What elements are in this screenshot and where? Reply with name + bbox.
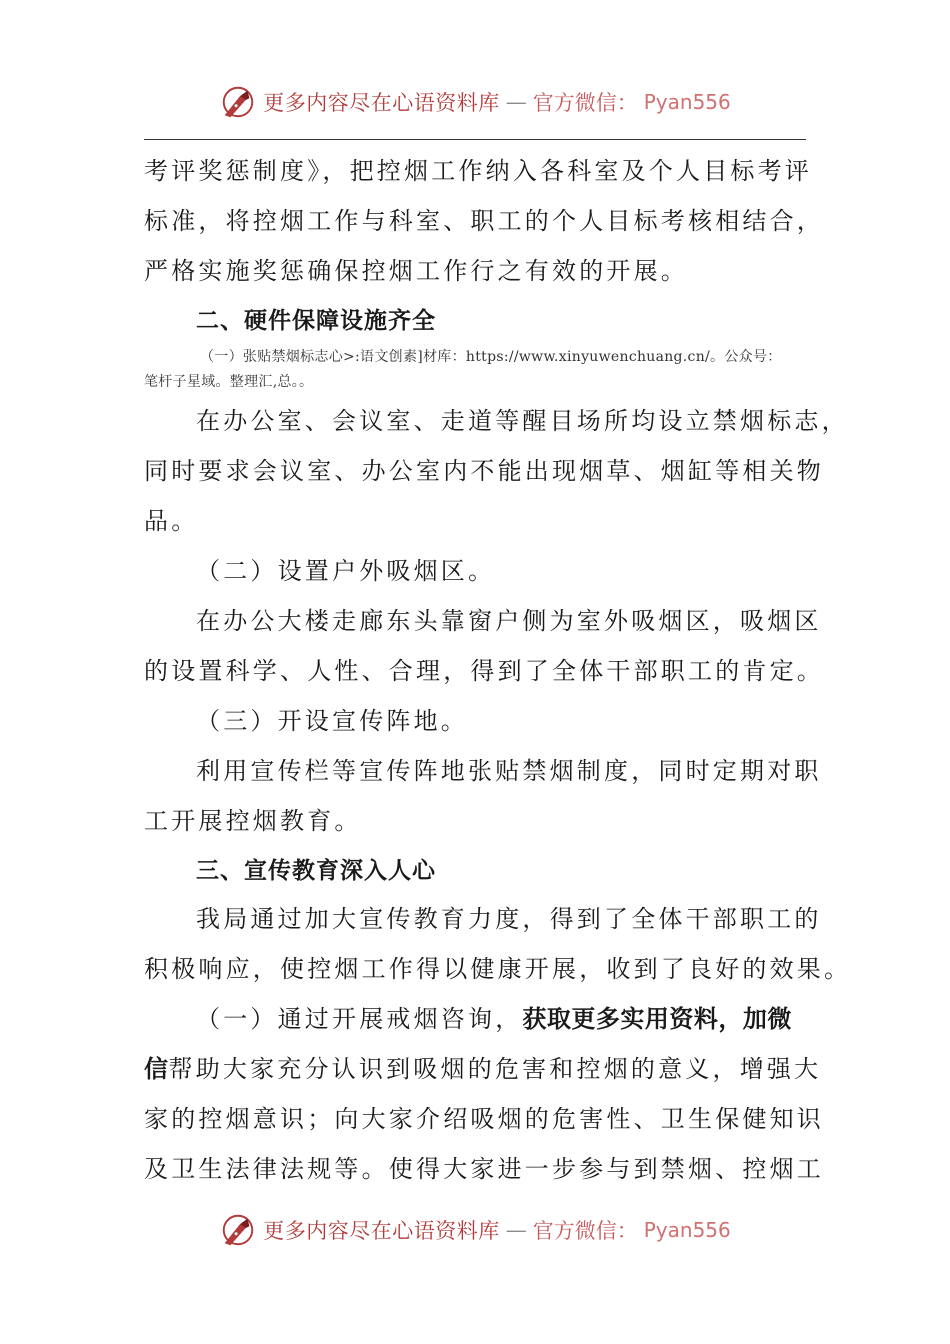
promo-text: 获取更多实用资料，加微	[522, 1005, 792, 1033]
paragraph-line	[144, 1054, 822, 1084]
header-banner	[0, 82, 950, 122]
watermark-note: 笔杆子星域。整理汇,总。。	[144, 374, 314, 390]
paragraph-line: 我局通过加大宣传教育力度，得到了全体干部职工的	[196, 905, 822, 933]
banner-wechat-label: 官方微信：	[532, 1219, 638, 1243]
banner-wechat-id: Pyan556	[643, 90, 731, 114]
paragraph-line: 利用宣传栏等宣传阵地张贴禁烟制度，同时定期对职	[196, 757, 822, 785]
paragraph-line: 工开展控烟教育。	[144, 807, 362, 835]
paragraph-line	[196, 1004, 809, 1034]
pen-nib-logo-icon	[219, 1211, 257, 1249]
banner-separator: —	[505, 90, 527, 114]
paragraph-line: 同时要求会议室、办公室内不能出现烟草、烟缸等相关物	[144, 457, 824, 485]
banner-separator: —	[505, 1218, 527, 1242]
subsection-title: （二）设置户外吸烟区。	[196, 557, 496, 585]
banner-main-text: 更多内容尽在心语资料库	[263, 1219, 500, 1243]
section-heading: 二、硬件保障设施齐全	[196, 308, 436, 334]
pen-nib-logo-icon	[219, 83, 257, 121]
paragraph-text: 帮助大家充分认识到吸烟的危害和控烟的意义，增强大	[168, 1055, 822, 1083]
banner-wechat-label: 官方微信：	[532, 91, 638, 115]
paragraph-line: 严格实施奖惩确保控烟工作行之有效的开展。	[144, 257, 688, 285]
subsection-title: （三）开设宣传阵地。	[196, 707, 468, 735]
watermark-note: （一）张贴禁烟标志心>:语文创素]材库：https://www.xinyuwenchuang.cn/。公众号：	[200, 349, 782, 365]
paragraph-line: 在办公室、会议室、走道等醒目场所均设立禁烟标志，	[196, 407, 849, 435]
paragraph-line: 积极响应，使控烟工作得以健康开展，收到了良好的效果。	[144, 955, 852, 983]
header-divider	[144, 139, 806, 140]
paragraph-line: 品。	[144, 507, 199, 535]
paragraph-line: 的设置科学、人性、合理，得到了全体干部职工的肯定。	[144, 657, 824, 685]
banner-main-text: 更多内容尽在心语资料库	[263, 91, 500, 115]
paragraph-line: 在办公大楼走廊东头靠窗户侧为室外吸烟区，吸烟区	[196, 607, 822, 635]
paragraph-line: 家的控烟意识；向大家介绍吸烟的危害性、卫生保健知识	[144, 1105, 824, 1133]
section-heading: 三、宣传教育深入人心	[196, 858, 436, 884]
paragraph-text: （一）通过开展戒烟咨询，	[196, 1005, 523, 1033]
promo-text: 信	[144, 1055, 169, 1083]
footer-banner	[0, 1210, 950, 1250]
paragraph-line: 标准，将控烟工作与科室、职工的个人目标考核相结合，	[144, 207, 824, 235]
paragraph-line: 考评奖惩制度》，把控烟工作纳入各科室及个人目标考评	[144, 157, 812, 185]
banner-wechat-id: Pyan556	[643, 1218, 731, 1242]
paragraph-line: 及卫生法律法规等。使得大家进一步参与到禁烟、控烟工	[144, 1155, 824, 1183]
